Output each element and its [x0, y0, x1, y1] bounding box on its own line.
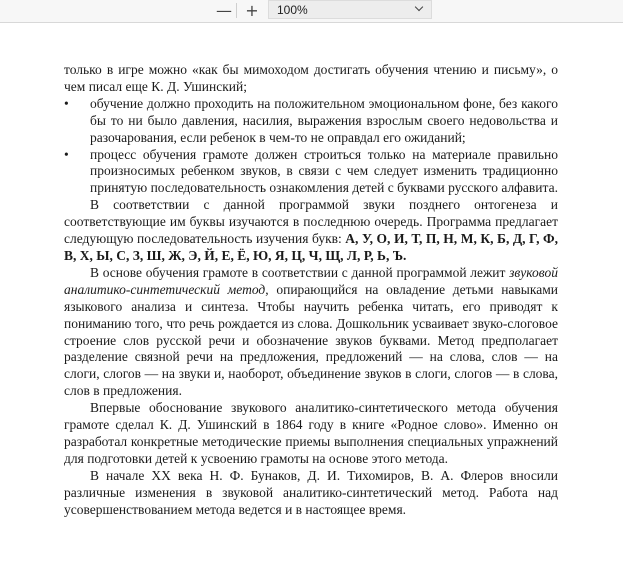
document-page [64, 62, 558, 518]
list-item-text: процесс обучения грамоте должен строиться только на материале правильно произносимых ребенком звуков, в связи с чем следует изменить традиционно принятую последовательность ознакомления детей с буквами русского алфавита. [90, 146, 558, 196]
zoom-level-select[interactable] [268, 0, 432, 19]
paragraph-method [64, 265, 558, 400]
zoom-level-value: 100% [277, 3, 308, 17]
paragraph-intro: только в игре можно «как бы мимоходом достигать обучения чтению и письму», о чем писал еще К. Д. Ушинский; [64, 62, 558, 94]
zoom-out-button[interactable] [212, 0, 236, 20]
list-item [64, 96, 558, 147]
viewer-toolbar [0, 0, 623, 23]
paragraph-text: В соответствии с данной программой звуки позднего онтогенеза и соответствующие им буквы изучаются в последнюю очередь. Программа предлагает следующую последовательность изучения букв: [64, 197, 558, 247]
list-item-text: обучение должно проходить на положительном эмоциональном фоне, без какого бы то ни было давления, насилия, выражения взрослым своего недовольства и разочарования, если ребенок в чем-то не оправдал его ожиданий; [90, 95, 558, 145]
method-term: звуковой аналитико-синтетический метод [64, 264, 558, 297]
list-item [64, 147, 558, 198]
sentence-end: . [403, 247, 407, 263]
letter-sequence: А, У, О, И, Т, П, Н, М, К, Б, Д, Г, Ф, В, Х, Ы, С, З, Ш, Ж, Э, Й, Е, Ё, Ю, Я, Ц, Ч, Щ, Л, Р, Ь, Ъ [64, 231, 558, 263]
zoom-in-button[interactable] [240, 0, 264, 20]
bullet-mark: • [64, 146, 69, 162]
paragraph-ushinsky: Впервые обоснование звукового аналитико-синтетического метода обучения грамоте сделал К. Д. Ушинский в 1864 году в книге «Родное слово». Именно он разработал конкретные методические приемы выполнения специальных упражнений для подготовки детей к усвоению грамоты на основе этого метода. [64, 400, 558, 466]
toolbar-divider [236, 3, 237, 18]
plus-icon: + [245, 0, 259, 20]
paragraph-letter-sequence [64, 197, 558, 265]
minus-icon: — [216, 0, 232, 20]
chevron-down-icon [415, 3, 423, 11]
paragraph-text: , опирающийся на овладение детьми навыками языкового анализа и синтеза. Чтобы научить ребенка читать, его приводят к пониманию того, что речь рождается из слова. Дошкольник усваивает звуко-слоговое строение слов русской речи и обозначение звуков буквами. Метод предполагает разделение связной речи на предложения, предложений — на слова, слов — на слоги, слогов — на звуки и, наоборот, объединение звуков в слоги, слогов — в слова, слов в предложения. [64, 281, 558, 399]
paragraph-text: В основе обучения грамоте в соответствии с данной программой лежит [90, 264, 510, 280]
bullet-mark: • [64, 95, 69, 111]
paragraph-xx-century: В начале XX века Н. Ф. Бунаков, Д. И. Тихомиров, В. А. Флеров вносили различные изменения в звуковой аналитико-синтетический метод. Работа над усовершенствованием метода ведется и в настоящее время. [64, 467, 558, 517]
